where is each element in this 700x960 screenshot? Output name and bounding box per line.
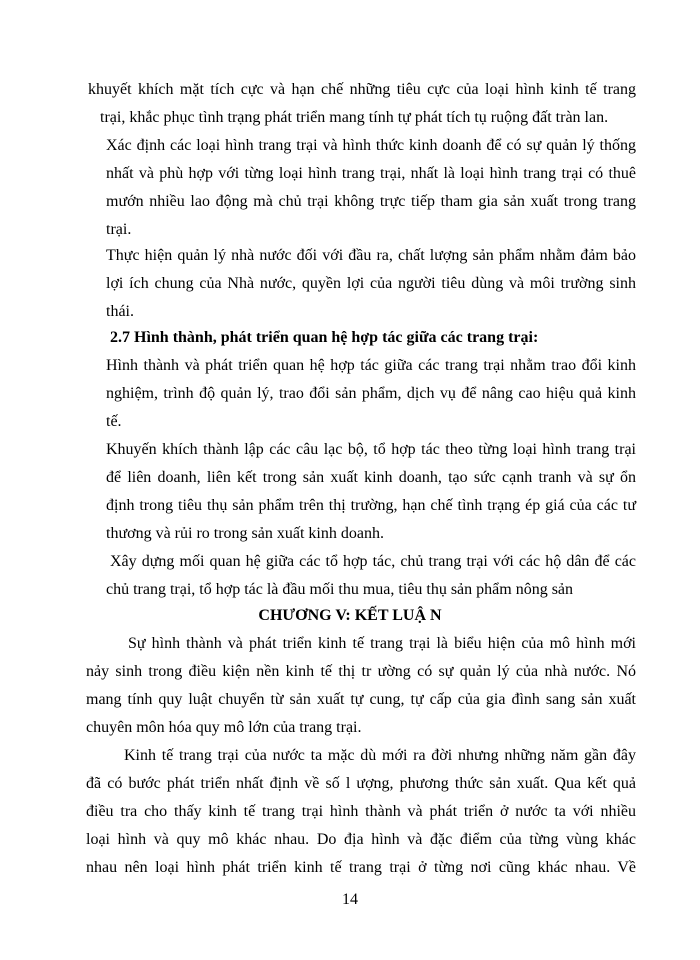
text-line: tế. [106, 413, 122, 430]
text-line: mang tính quy luật chuyển từ sản xuất tự cung, tự cấp của gia đình sang sản xuất [86, 691, 636, 708]
text-line: loại hình và quy mô khác nhau. Do địa hình và đặc điểm của từng vùng khác [86, 831, 636, 848]
text-line: chuyên môn hóa quy mô lớn của trang trại. [86, 719, 362, 736]
text-line: thái. [106, 303, 134, 320]
text-line: Thực hiện quản lý nhà nước đối với đầu ra, chất lượng sản phẩm nhằm đảm bảo [106, 247, 636, 264]
text-line: khuyết khích mặt tích cực và hạn chế những tiêu cực của loại hình kinh tế trang [88, 81, 636, 98]
text-line: Hình thành và phát triển quan hệ hợp tác giữa các trang trại nhằm trao đổi kinh [106, 357, 636, 374]
text-line: nảy sinh trong điều kiện nền kinh tế thị tr ường có sự quản lý của nhà nước. Nó [86, 663, 636, 680]
text-line: trại, khắc phục tình trạng phát triển mang tính tự phát tích tụ ruộng đất tràn lan. [100, 109, 609, 126]
text-line: đã có bước phát triển nhất định về số l ượng, phương thức sản xuất. Qua kết quả [86, 775, 636, 792]
text-line: điều tra cho thấy kinh tế trang trại hình thành và phát triển ở nước ta với nhiều [86, 803, 636, 820]
chapter-heading: CHƯƠNG V: KẾT LUẬ N [258, 607, 442, 624]
section-heading: 2.7 Hình thành, phát triển quan hệ hợp tác giữa các trang trại: [110, 329, 539, 346]
text-line: thương và rủi ro trong sản xuất kinh doanh. [106, 525, 384, 542]
text-line: mướn nhiều lao động mà chủ trại không trực tiếp tham gia sản xuất trong trang [106, 193, 636, 210]
text-line: chủ trang trại, tổ hợp tác là đầu mối thu mua, tiêu thụ sản phẩm nông sản [106, 581, 574, 598]
text-line: lợi ích chung của Nhà nước, quyền lợi của người tiêu dùng và môi trường sinh [106, 275, 636, 292]
text-line: trại. [106, 221, 132, 238]
text-line: nhất và phù hợp với từng loại hình trang trại, nhất là loại hình trang trại có thuê [106, 165, 636, 182]
text-line: định trong tiêu thụ sản phẩm trên thị trường, hạn chế tình trạng ép giá của các tư [106, 497, 636, 514]
text-line: Xác định các loại hình trang trại và hình thức kinh doanh để có sự quản lý thống [106, 137, 636, 154]
text-line: Khuyến khích thành lập các câu lạc bộ, tổ hợp tác theo từng loại hình trang trại [106, 441, 636, 458]
text-line: Sự hình thành và phát triển kinh tế trang trại là biểu hiện của mô hình mới [128, 635, 636, 652]
text-line: Kinh tế trang trại của nước ta mặc dù mới ra đời nhưng những năm gần đây [124, 747, 636, 764]
text-line: để liên doanh, liên kết trong sản xuất kinh doanh, tạo sức cạnh tranh và sự ổn [106, 469, 636, 486]
page-number: 14 [342, 891, 358, 908]
text-line: Xây dựng mối quan hệ giữa các tổ hợp tác, chủ trang trại với các hộ dân để các [110, 553, 636, 570]
text-line: nhau nên loại hình phát triển kinh tế trang trại ở từng nơi cũng khác nhau. Về [86, 859, 636, 876]
text-line: nghiệm, trình độ quản lý, trao đổi sản phẩm, dịch vụ để nâng cao hiệu quả kinh [106, 385, 636, 402]
